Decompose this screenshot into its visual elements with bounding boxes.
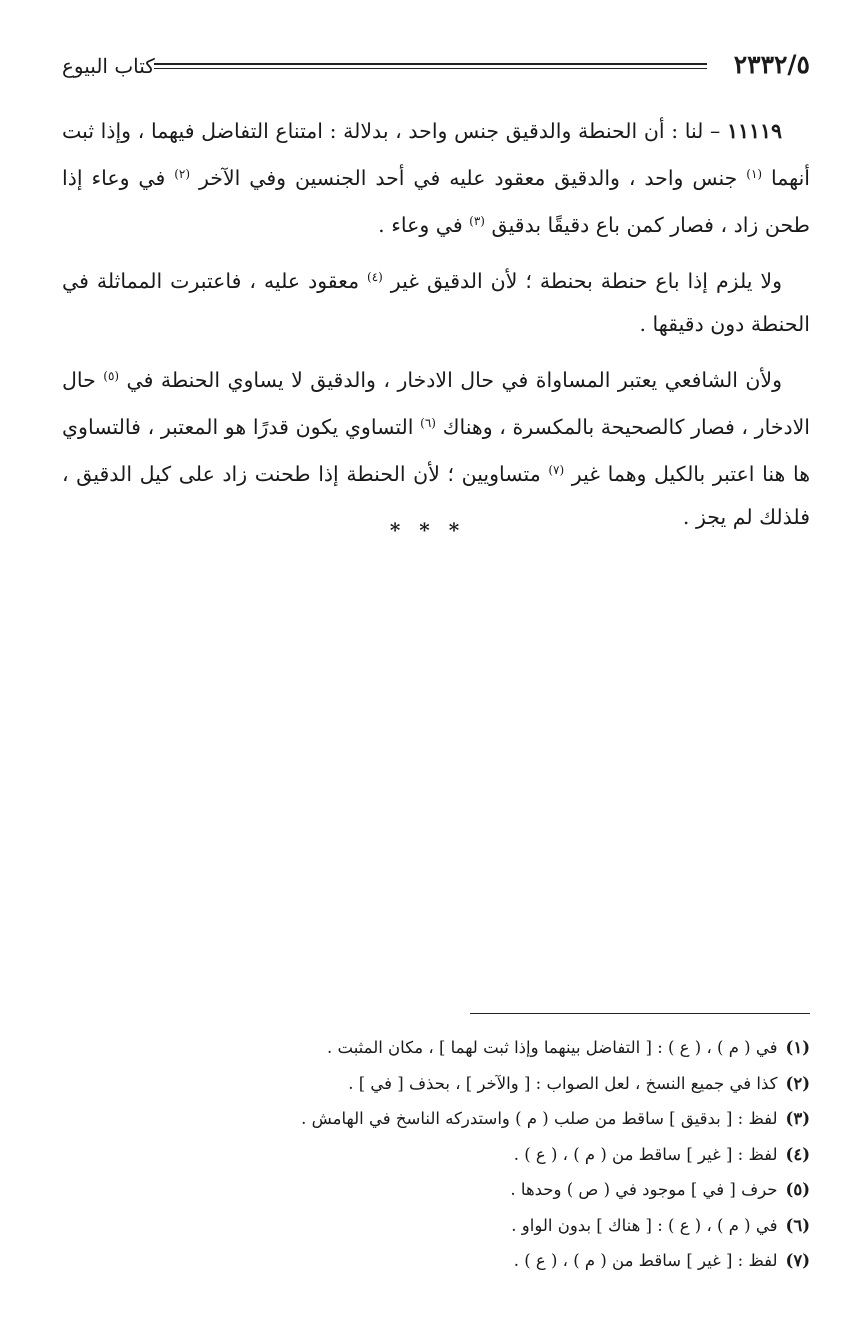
footnote-item (90, 1243, 810, 1279)
footnotes (90, 1030, 810, 1279)
footnote-number: (٥) (785, 1180, 810, 1199)
footnote-rule (470, 1013, 810, 1014)
footnote-text: لفظ : [ غير ] ساقط من ( م ) ، ( ع ) . (513, 1144, 778, 1164)
footnote-text: في ( م ) ، ( ع ) : [ التفاضل بينهما وإذا ثبت لهما ] ، مكان المثبت . (327, 1038, 778, 1057)
footnote-item (90, 1172, 810, 1208)
footnote-text: حرف [ في ] موجود في ( ص ) وحدها . (510, 1180, 778, 1199)
footnote-item (90, 1101, 810, 1137)
paragraph-2 (62, 256, 810, 346)
footnote-ref-7[interactable]: (٧) (548, 463, 565, 477)
footnote-text: كذا في جميع النسخ ، لعل الصواب : [ والآخر ] ، بحذف [ في ] . (348, 1073, 778, 1093)
footnote-item (90, 1030, 810, 1066)
footnote-number: (٣) (785, 1109, 810, 1128)
footnote-number: (٤) (785, 1144, 810, 1164)
paragraph-3-text-b: حال الادخار ، فصار كالصحيحة بالمكسرة ، وهناك (62, 368, 811, 439)
footnote-number: (١) (785, 1038, 810, 1057)
paragraph-1-text-d: في وعاء . (378, 213, 470, 237)
footnote-item (90, 1137, 810, 1173)
paragraph-2-text-b: معقود عليه ، فاعتبرت المماثلة في الحنطة دون دقيقها . (62, 269, 810, 336)
footnote-number: (٧) (785, 1251, 810, 1270)
footnote-ref-2[interactable]: (٢) (174, 167, 191, 181)
footnote-number: (٦) (785, 1215, 810, 1235)
issue-number: ١١١١٩ (726, 119, 782, 143)
paragraph-1-text-b: جنس واحد ، والدقيق معقود عليه في أحد الجنسين وفي الآخر (190, 166, 747, 190)
footnote-ref-6[interactable]: (٦) (420, 416, 436, 430)
page-number: ٢٣٣٢/٥ (733, 50, 810, 79)
paragraph-3-text-c: التساوي يكون قدرًا هو المعتبر ، فالتساوي ها هنا اعتبر بالكيل وهما غير (62, 415, 811, 486)
paragraph-3-text-a: ولأن الشافعي يعتبر المساواة في حال الادخار ، والدقيق لا يساوي الحنطة في (119, 368, 782, 392)
footnote-item (90, 1208, 810, 1244)
section-separator: * * * (389, 518, 466, 542)
paragraph-3 (62, 355, 810, 539)
main-text (62, 110, 810, 548)
paragraph-1-text-c: في وعاء إذا طحن زاد ، فصار كمن باع دقيقًا بدقيق (62, 166, 810, 237)
footnote-text: لفظ : [ بدقيق ] ساقط من صلب ( م ) واستدركه الناسخ في الهامش . (301, 1109, 778, 1128)
page-header (62, 48, 810, 88)
footnote-ref-1[interactable]: (١) (746, 167, 763, 181)
header-rule (154, 63, 707, 69)
footnote-ref-4[interactable]: (٤) (367, 270, 383, 284)
footnote-text: في ( م ) ، ( ع ) : [ هناك ] بدون الواو . (511, 1215, 778, 1235)
footnote-ref-3[interactable]: (٣) (469, 214, 485, 228)
book-title: كتاب البيوع (62, 54, 155, 78)
footnote-item (90, 1066, 810, 1102)
paragraph-2-text-a: ولا يلزم إذا باع حنطة بحنطة ؛ لأن الدقيق غير (382, 269, 782, 293)
footnote-ref-5[interactable]: (٥) (103, 369, 120, 383)
paragraph-1-text-a: – لنا : أن الحنطة والدقيق جنس واحد ، بدلالة : امتناع التفاضل فيهما ، وإذا ثبت أنهما (62, 119, 810, 190)
footnote-number: (٢) (785, 1073, 810, 1093)
paragraph-3-text-d: متساويين ؛ لأن الحنطة إذا طحنت زاد على كيل الدقيق ، فلذلك لم يجز . (62, 462, 810, 529)
paragraph-1 (62, 110, 810, 247)
footnote-text: لفظ : [ غير ] ساقط من ( م ) ، ( ع ) . (513, 1251, 778, 1270)
